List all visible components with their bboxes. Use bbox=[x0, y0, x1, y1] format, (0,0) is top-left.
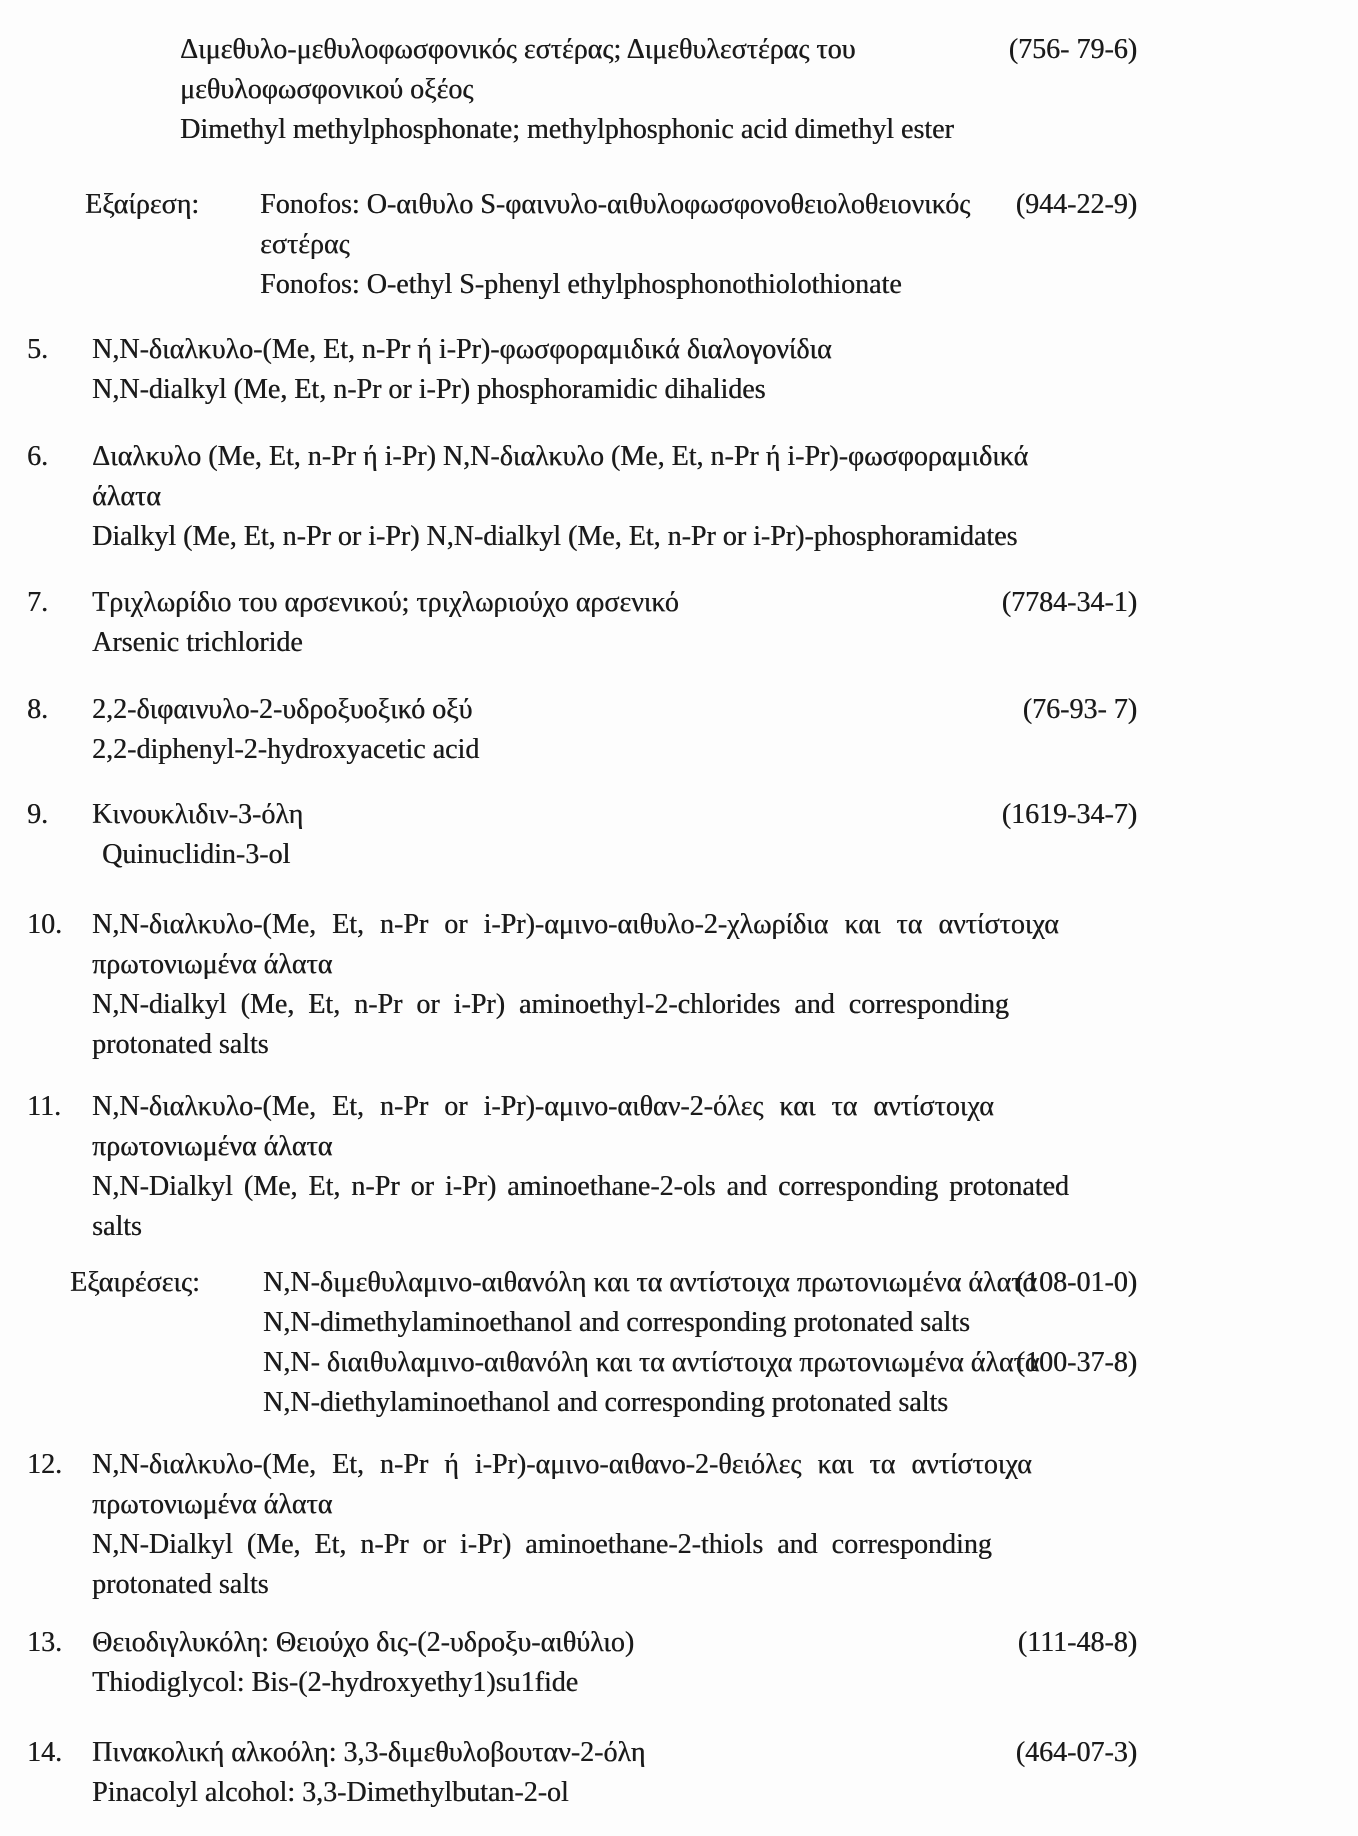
greek-name-line: N,N- διαιθυλαμινο-αιθανόλη και τα αντίστοιχα πρωτονιωμένα άλατα bbox=[263, 1347, 1040, 1378]
greek-name-line: Διμεθυλο-μεθυλοφωσφονικός εστέρας; Διμεθυλεστέρας του bbox=[180, 34, 856, 65]
english-name-line: Pinacolyl alcohol: 3,3-Dimethylbutan-2-ol bbox=[92, 1777, 569, 1808]
exceptions-block bbox=[0, 1263, 1358, 1423]
exception-label: Εξαίρεση: bbox=[85, 189, 199, 220]
cas-number: (7784-34-1) bbox=[1001, 587, 1137, 618]
item-number: 12. bbox=[27, 1449, 62, 1480]
greek-name-line: πρωτονιωμένα άλατα bbox=[92, 1131, 333, 1162]
greek-name-line: N,N-διαλκυλο-(Me, Et, n-Pr ή i-Pr)-φωσφοραμιδικά διαλογονίδια bbox=[92, 334, 832, 365]
item-number: 13. bbox=[27, 1627, 62, 1658]
list-item-5 bbox=[0, 330, 1358, 410]
greek-name-line: μεθυλοφωσφονικού οξέος bbox=[180, 74, 474, 105]
greek-name-line: Διαλκυλο (Me, Et, n-Pr ή i-Pr) N,N-διαλκυλο (Me, Et, n-Pr ή i-Pr)-φωσφοραμιδικά bbox=[92, 441, 1029, 472]
greek-name-line: N,N-διμεθυλαμινο-αιθανόλη και τα αντίστοιχα πρωτονιωμένα άλατα bbox=[263, 1267, 1038, 1298]
cas-number: (464-07-3) bbox=[1015, 1737, 1137, 1768]
english-name-line: N,N-dialkyl (Me, Et, n-Pr or i-Pr) aminoethyl-2-chlorides and corresponding bbox=[92, 989, 1009, 1020]
cas-number: (76-93- 7) bbox=[1022, 694, 1137, 725]
list-item-11 bbox=[0, 1087, 1358, 1247]
greek-name-line: Fonofos: O-αιθυλο S-φαινυλο-αιθυλοφωσφονοθειολοθειονικός bbox=[260, 189, 971, 220]
item-number: 9. bbox=[27, 799, 48, 830]
english-name-line: salts bbox=[92, 1211, 142, 1242]
item-number: 5. bbox=[27, 334, 48, 365]
greek-name-line: 2,2-διφαινυλο-2-υδροξυοξικό οξύ bbox=[92, 694, 473, 725]
item-number: 6. bbox=[27, 441, 48, 472]
item-number: 11. bbox=[27, 1091, 61, 1122]
english-name-line: Fonofos: O-ethyl S-phenyl ethylphosphonothiolothionate bbox=[260, 269, 902, 300]
greek-name-line: Πινακολική αλκοόλη: 3,3-διμεθυλοβουταν-2-όλη bbox=[92, 1737, 646, 1768]
greek-name-line: πρωτονιωμένα άλατα bbox=[92, 1489, 333, 1520]
english-name-line: Quinuclidin-3-ol bbox=[102, 839, 291, 870]
english-name-line: protonated salts bbox=[92, 1029, 269, 1060]
english-name-line: Dialkyl (Me, Et, n-Pr or i-Pr) N,N-dialkyl (Me, Et, n-Pr or i-Pr)-phosphoramidates bbox=[92, 521, 1018, 552]
greek-name-line: Κινουκλιδιν-3-όλη bbox=[92, 799, 304, 830]
english-name-line: N,N-dialkyl (Me, Et, n-Pr or i-Pr) phosphoramidic dihalides bbox=[92, 374, 766, 405]
english-name-line: N,N-dimethylaminoethanol and corresponding protonated salts bbox=[263, 1307, 970, 1338]
english-name-line: Dimethyl methylphosphonate; methylphosphonic acid dimethyl ester bbox=[180, 114, 954, 145]
english-name-line: protonated salts bbox=[92, 1569, 269, 1600]
list-item-9 bbox=[0, 795, 1358, 875]
english-name-line: N,N-Dialkyl (Me, Et, n-Pr or i-Pr) aminoethane-2-thiols and corresponding bbox=[92, 1529, 992, 1560]
english-name-line: Thiodiglycol: Bis-(2-hydroxyethy1)su1fide bbox=[92, 1667, 579, 1698]
item-number: 14. bbox=[27, 1737, 62, 1768]
english-name-line: Arsenic trichloride bbox=[92, 627, 303, 658]
greek-name-line: πρωτονιωμένα άλατα bbox=[92, 949, 333, 980]
exceptions-label: Εξαιρέσεις: bbox=[70, 1267, 200, 1298]
list-item-12 bbox=[0, 1445, 1358, 1605]
cas-number: (108-01-0) bbox=[1015, 1267, 1137, 1298]
english-name-line: N,N-Dialkyl (Me, Et, n-Pr or i-Pr) aminoethane-2-ols and corresponding protonated bbox=[92, 1171, 1069, 1202]
greek-name-line: N,N-διαλκυλο-(Me, Et, n-Pr or i-Pr)-αμινο-αιθυλο-2-χλωρίδια και τα αντίστοιχα bbox=[92, 909, 1059, 940]
list-item-13 bbox=[0, 1623, 1358, 1703]
item-number: 8. bbox=[27, 694, 48, 725]
cas-number: (111-48-8) bbox=[1017, 1627, 1137, 1658]
list-item-10 bbox=[0, 905, 1358, 1065]
greek-name-line: άλατα bbox=[92, 481, 161, 512]
exception-block-fonofos bbox=[0, 185, 1358, 305]
entry-4-continuation bbox=[0, 30, 1358, 150]
list-item-6 bbox=[0, 437, 1358, 557]
english-name-line: 2,2-diphenyl-2-hydroxyacetic acid bbox=[92, 734, 480, 765]
greek-name-line: εστέρας bbox=[260, 229, 350, 260]
cas-number: (100-37-8) bbox=[1015, 1347, 1137, 1378]
greek-name-line: N,N-διαλκυλο-(Me, Et, n-Pr or i-Pr)-αμινο-αιθαν-2-όλες και τα αντίστοιχα bbox=[92, 1091, 994, 1122]
cas-number: (944-22-9) bbox=[1015, 189, 1137, 220]
english-name-line: N,N-diethylaminoethanol and corresponding protonated salts bbox=[263, 1387, 949, 1418]
list-item-7 bbox=[0, 583, 1358, 663]
greek-name-line: N,N-διαλκυλο-(Me, Et, n-Pr ή i-Pr)-αμινο-αιθανο-2-θειόλες και τα αντίστοιχα bbox=[92, 1449, 1032, 1480]
item-number: 7. bbox=[27, 587, 48, 618]
list-item-8 bbox=[0, 690, 1358, 770]
item-number: 10. bbox=[27, 909, 62, 940]
list-item-14 bbox=[0, 1733, 1358, 1813]
greek-name-line: Θειοδιγλυκόλη: Θειούχο δις-(2-υδροξυ-αιθύλιο) bbox=[92, 1627, 635, 1658]
greek-name-line: Τριχλωρίδιο του αρσενικού; τριχλωριούχο αρσενικό bbox=[92, 587, 679, 618]
cas-number: (1619-34-7) bbox=[1001, 799, 1137, 830]
cas-number: (756- 79-6) bbox=[1008, 34, 1137, 65]
